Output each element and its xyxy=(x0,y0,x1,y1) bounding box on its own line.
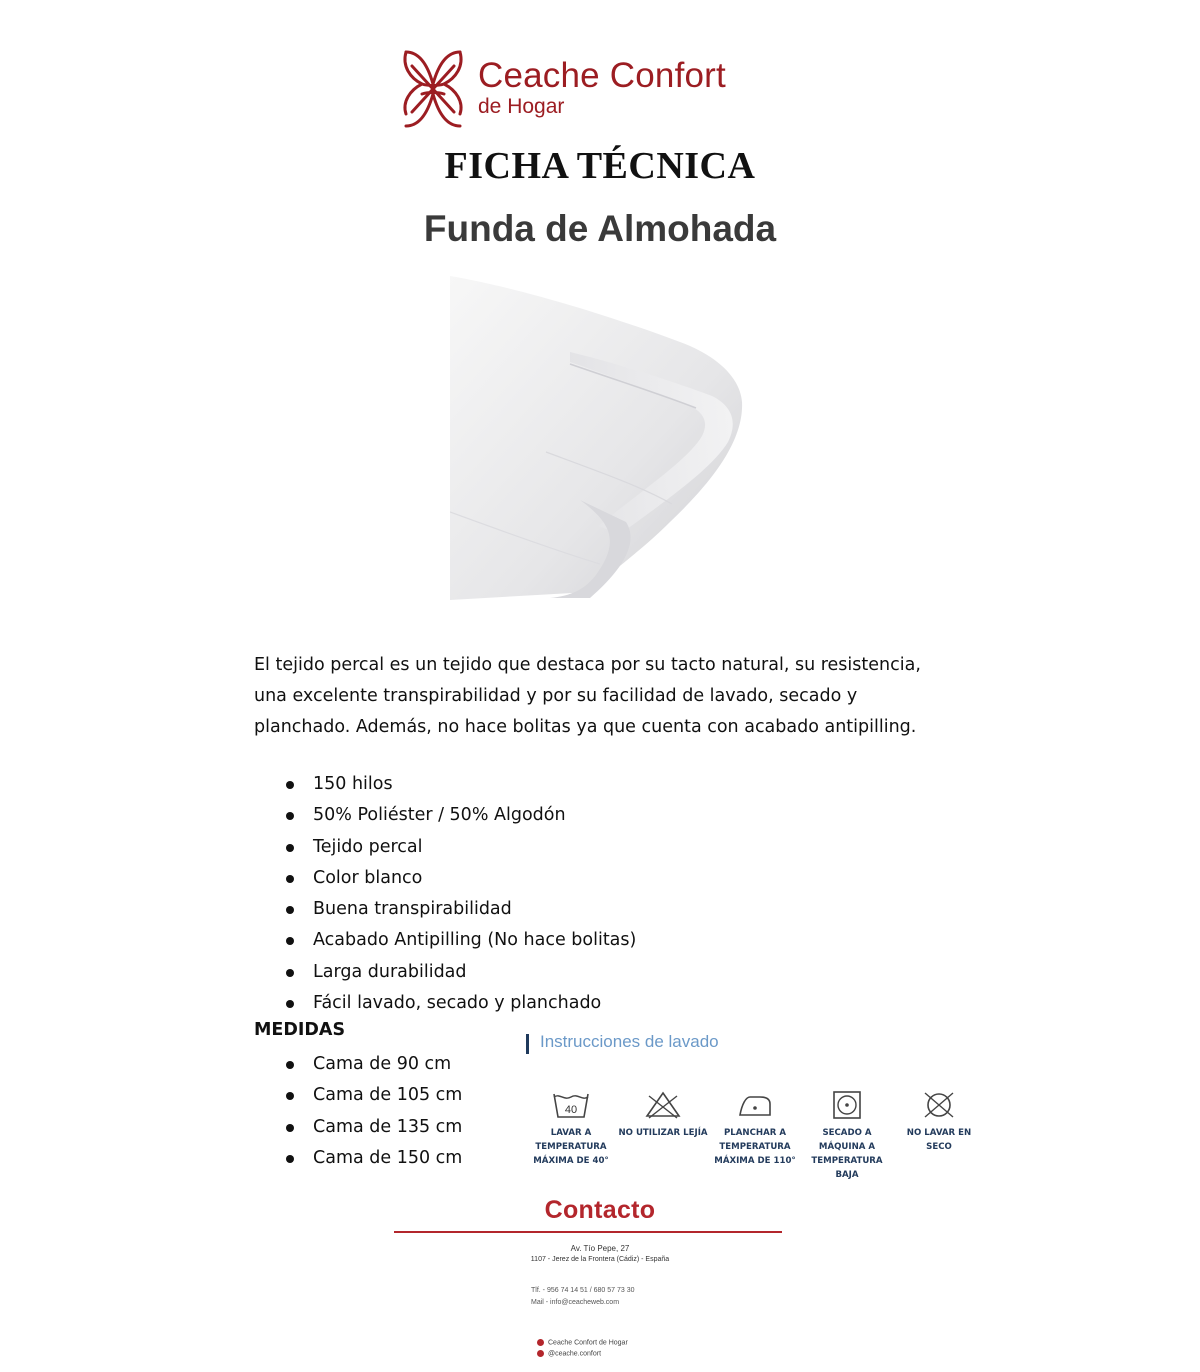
product-name: Funda de Almohada xyxy=(423,208,777,249)
list-item: 50% Poliéster / 50% Algodón xyxy=(254,800,954,831)
list-item: Fácil lavado, secado y planchado xyxy=(254,988,954,1019)
logo-mark-icon xyxy=(400,44,466,134)
iron-icon xyxy=(736,1090,774,1120)
list-item: Acabado Antipilling (No hace bolitas) xyxy=(254,925,954,956)
wash-item xyxy=(618,1090,708,1140)
washing-instructions xyxy=(520,1028,980,1188)
sizes-heading: MEDIDAS xyxy=(254,1020,346,1040)
document-title: FICHA TÉCNICA xyxy=(444,145,756,187)
instagram-icon xyxy=(537,1350,544,1357)
wash-item xyxy=(526,1090,616,1168)
brand-name: Ceache Confort xyxy=(478,56,726,95)
list-item: Cama de 150 cm xyxy=(254,1143,954,1174)
contact-title: Contacto xyxy=(544,1196,656,1224)
list-item: Cama de 90 cm xyxy=(254,1049,954,1080)
facebook-icon xyxy=(537,1339,544,1346)
tumble-dry-low-icon xyxy=(828,1090,866,1120)
contact-email[interactable]: Mail - info@ceacheweb.com xyxy=(531,1299,620,1306)
bullet-icon xyxy=(286,875,294,883)
bullet-icon xyxy=(286,1061,294,1069)
list-item: Color blanco xyxy=(254,863,954,894)
list-item: Buena transpirabilidad xyxy=(254,894,954,925)
svg-text:40: 40 xyxy=(564,1104,578,1116)
contact-address: Av. Tío Pepe, 27 xyxy=(570,1244,630,1253)
wash-item xyxy=(710,1090,800,1168)
bullet-icon xyxy=(286,1124,294,1132)
washing-title: Instrucciones de lavado xyxy=(540,1032,719,1051)
contact-divider xyxy=(394,1231,782,1233)
contact-phone: Tlf. - 956 74 14 51 / 680 57 73 30 xyxy=(531,1287,635,1294)
wash-item xyxy=(894,1090,984,1154)
section-accent-bar xyxy=(526,1034,529,1054)
pillowcase-photo xyxy=(450,272,750,600)
list-item: Cama de 105 cm xyxy=(254,1080,954,1111)
bullet-icon xyxy=(286,969,294,977)
wash-label: NO LAVAR EN SECO xyxy=(906,1128,972,1152)
list-item: Cama de 135 cm xyxy=(254,1112,954,1143)
no-dry-clean-icon xyxy=(920,1090,958,1120)
bullet-icon xyxy=(286,937,294,945)
list-item: 150 hilos xyxy=(254,769,954,800)
wash-label: PLANCHAR A TEMPERATURA MÁXIMA DE 110° xyxy=(714,1128,796,1166)
product-description: El tejido percal es un tejido que destaca por su tacto natural, su resistencia, una excelente transpirabilidad y por su facilidad de lavado, secado y planchado. Además, no hace bolitas ya que cuenta con acabado antipilling. xyxy=(254,655,921,737)
no-bleach-icon xyxy=(644,1090,682,1120)
wash-40-icon xyxy=(552,1090,590,1120)
contact-city: 1107 - Jerez de la Frontera (Cádiz) - España xyxy=(530,1256,670,1263)
list-item: Tejido percal xyxy=(254,832,954,863)
bullet-icon xyxy=(286,1092,294,1100)
instagram-link[interactable]: @ceache.confort xyxy=(537,1350,601,1357)
bullet-icon xyxy=(286,906,294,914)
bullet-icon xyxy=(286,812,294,820)
bullet-icon xyxy=(286,781,294,789)
features-list xyxy=(254,769,954,1019)
wash-label: NO UTILIZAR LEJÍA xyxy=(618,1128,708,1138)
list-item: Larga durabilidad xyxy=(254,957,954,988)
facebook-link[interactable]: Ceache Confort de Hogar xyxy=(537,1339,628,1346)
bullet-icon xyxy=(286,844,294,852)
brand-logo xyxy=(400,44,780,134)
bullet-icon xyxy=(286,1000,294,1008)
wash-item xyxy=(802,1090,892,1182)
wash-label: LAVAR A TEMPERATURA MÁXIMA DE 40° xyxy=(533,1128,609,1166)
brand-subtitle: de Hogar xyxy=(478,95,565,118)
wash-label: SECADO A MÁQUINA A TEMPERATURA BAJA xyxy=(811,1128,883,1180)
bullet-icon xyxy=(286,1155,294,1163)
